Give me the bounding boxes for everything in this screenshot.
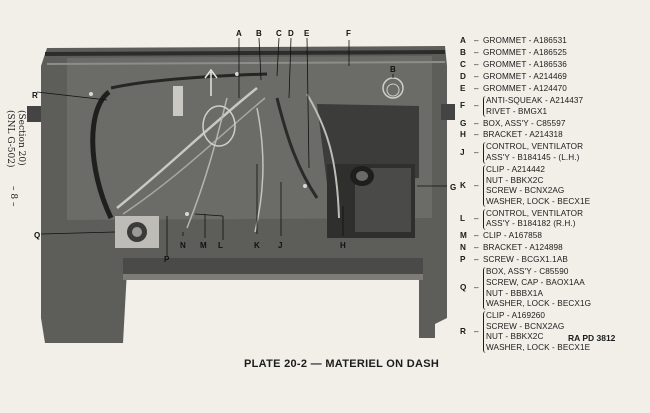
legend-part: CLIP - A214442 [486, 165, 546, 175]
legend-lines [483, 72, 646, 83]
legend-part: GROMMET - A186531 [483, 36, 567, 45]
legend-item [460, 36, 646, 47]
legend-dash: – [474, 118, 479, 128]
legend-item [460, 96, 646, 117]
legend-item [460, 165, 646, 207]
callout-label: H [340, 241, 346, 250]
legend-lines [483, 36, 646, 47]
legend-part: CONTROL, VENTILATOR [486, 208, 584, 218]
legend-dash: – [474, 47, 479, 57]
legend-part: NUT - BBKX2C [486, 332, 544, 342]
legend-dash: – [474, 130, 479, 140]
legend-lines [483, 96, 646, 117]
callout-label: J [278, 241, 283, 250]
legend-part: BRACKET - A124898 [483, 243, 563, 253]
legend-lines [483, 267, 646, 309]
legend-part: CLIP - A167858 [483, 231, 543, 241]
callout-label: K [254, 241, 260, 250]
legend-dash: – [474, 147, 479, 157]
legend-item [460, 84, 646, 95]
legend-part: NUT - BBBX1A [486, 288, 544, 298]
legend-dash: – [474, 214, 479, 224]
legend-key: D [460, 71, 467, 81]
legend-part: WASHER, LOCK - BECX1G [486, 299, 592, 309]
legend-dash: – [474, 255, 479, 265]
legend-part: GROMMET - A124470 [483, 83, 567, 93]
legend-part: CONTROL, VENTILATOR [486, 142, 584, 152]
legend-lines [483, 119, 646, 130]
legend-lines [483, 60, 646, 71]
legend-lines [483, 130, 646, 141]
parts-legend [460, 36, 646, 355]
legend-lines [483, 165, 646, 207]
callout-label: M [200, 241, 207, 250]
callout-label: P [164, 255, 170, 264]
callout-label: D [288, 29, 294, 38]
legend-dash: – [474, 327, 479, 336]
legend-key: M [460, 231, 467, 241]
legend-part: SCREW - BCNX2AG [486, 186, 565, 196]
callout-label: B [390, 65, 396, 74]
legend-key: K [460, 180, 467, 190]
legend-part: BRACKET - A214318 [483, 130, 563, 140]
legend-lines [483, 48, 646, 59]
legend-key: Q [460, 283, 467, 293]
legend-part: CLIP - A169260 [486, 311, 546, 321]
legend-key: E [460, 83, 466, 93]
legend-key: N [460, 243, 467, 253]
legend-dash: – [474, 231, 479, 241]
legend-part: SCREW, CAP - BAOX1AA [486, 277, 585, 287]
legend-key: A [460, 36, 467, 45]
legend-lines [483, 243, 646, 254]
legend-key: L [460, 214, 466, 224]
reference-number: RA PD 3812 [568, 333, 616, 343]
legend-part: SCREW - BCNX2AG [486, 321, 565, 331]
callout-label: F [346, 29, 351, 38]
legend-key: H [460, 130, 467, 140]
legend-lines [483, 255, 646, 266]
legend-part: BOX, ASS'Y - C85590 [486, 267, 569, 277]
legend-key: B [460, 47, 467, 57]
callout-label: G [450, 183, 457, 192]
callout-label: L [218, 241, 223, 250]
legend-dash: – [474, 71, 479, 81]
legend-lines [483, 84, 646, 95]
side-section-note: (Section 20) (SNL G-502) [5, 110, 26, 168]
legend-lines [483, 142, 646, 163]
legend-item [460, 60, 646, 71]
legend-item [460, 311, 646, 353]
page-number: – 8 – [8, 186, 18, 207]
plate-caption: PLATE 20-2 — MATERIEL ON DASH [244, 358, 440, 370]
legend-key: F [460, 101, 466, 111]
legend-key: P [460, 255, 466, 265]
legend-item [460, 267, 646, 309]
callout-label: B [256, 29, 262, 38]
legend-part: GROMMET - A186536 [483, 59, 567, 69]
legend-part: NUT - BBKX2C [486, 175, 544, 185]
legend-item [460, 209, 646, 230]
legend-dash: – [474, 243, 479, 253]
legend-item [460, 48, 646, 59]
legend-part: GROMMET - A214469 [483, 71, 567, 81]
callout-label: C [276, 29, 282, 38]
legend-item [460, 231, 646, 242]
legend-item [460, 142, 646, 163]
legend-dash: – [474, 83, 479, 93]
legend-dash: – [474, 180, 479, 190]
legend-item [460, 72, 646, 83]
legend-part: RIVET - BMGX1 [486, 106, 548, 116]
legend-part: ANTI-SQUEAK - A214437 [486, 95, 584, 105]
legend-item [460, 130, 646, 141]
legend-dash: – [474, 59, 479, 69]
callout-label: R [32, 91, 38, 100]
dash-photograph [27, 18, 455, 350]
callout-label: E [304, 29, 310, 38]
legend-lines [483, 311, 646, 353]
legend-key: G [460, 118, 467, 128]
callout-label: N [180, 241, 186, 250]
legend-key: J [460, 147, 465, 157]
legend-part: WASHER, LOCK - BECX1E [486, 342, 591, 352]
legend-dash: – [474, 36, 479, 45]
legend-key: C [460, 59, 467, 69]
legend-item [460, 119, 646, 130]
legend-dash: – [474, 283, 479, 293]
callout-label: A [236, 29, 242, 38]
legend-lines [483, 209, 646, 230]
legend-item [460, 243, 646, 254]
legend-dash: – [474, 101, 479, 111]
legend-part: WASHER, LOCK - BECX1E [486, 196, 591, 206]
callout-label: Q [34, 231, 41, 240]
legend-part: ASS'Y - B184182 (R.H.) [486, 219, 576, 229]
legend-part: BOX, ASS'Y - C85597 [483, 118, 566, 128]
legend-part: ASS'Y - B184145 - (L.H.) [486, 153, 580, 163]
legend-key: R [460, 327, 467, 336]
legend-lines [483, 231, 646, 242]
legend-item [460, 255, 646, 266]
legend-part: GROMMET - A186525 [483, 47, 567, 57]
legend-part: SCREW - BCGX1.1AB [483, 255, 568, 265]
